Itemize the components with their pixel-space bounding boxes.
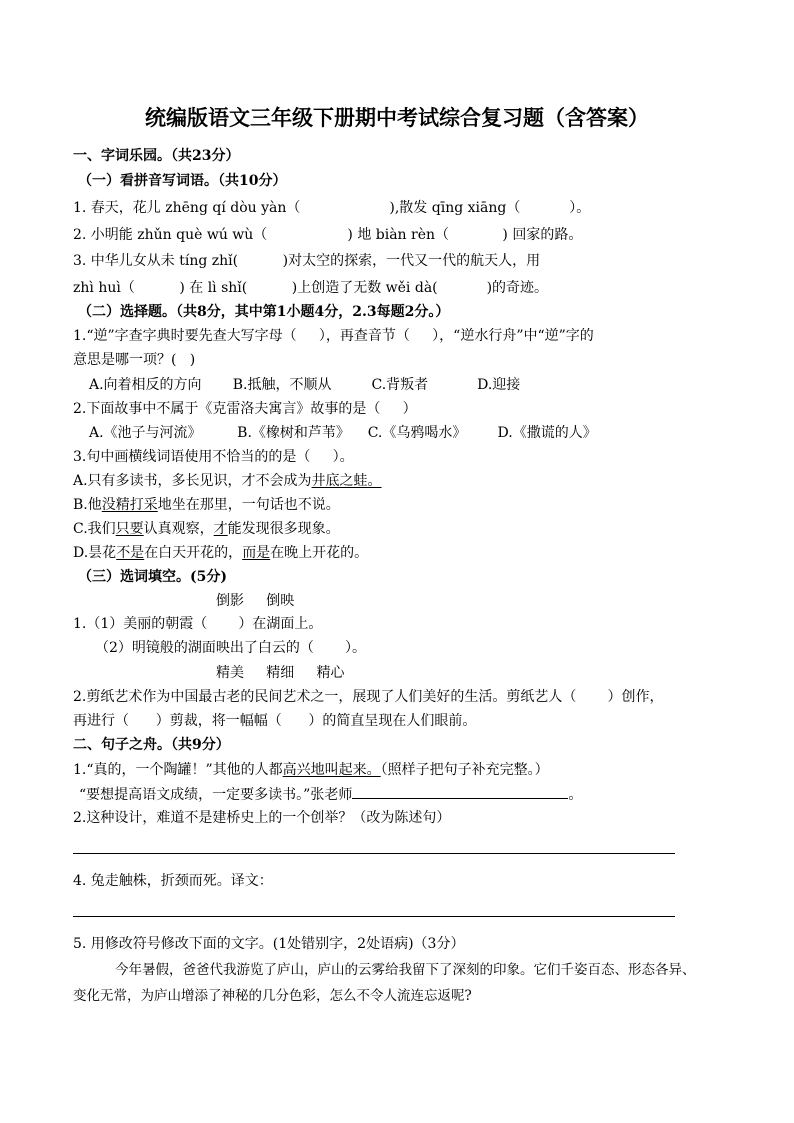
part-1-heading: （一）看拼音写词语。（共10分） bbox=[78, 173, 287, 189]
choice-q2: 2.下面故事中不属于《克雷洛夫寓言》故事的是（ ） bbox=[73, 401, 417, 417]
sentence-q4: 4. 兔走触株，折颈而死。译文： bbox=[73, 873, 273, 889]
underlined-phrase: 只要 bbox=[115, 521, 144, 537]
pinyin-question-1: 1. 春天，花儿 zhēng qí dòu yàn（ ),散发 qīng xiāng（ ）。 bbox=[73, 200, 591, 216]
sentence-q1-example: 1.“真的，一个陶罐！”其他的人都高兴地叫起来。（照样子把句子补充完整。） bbox=[73, 762, 549, 778]
fill-q1-part1: 1.（1）美丽的朝霞（ ）在湖面上。 bbox=[73, 616, 323, 632]
choice-q3-option-b: B.他没精打采地坐在那里，一句话也不说。 bbox=[73, 497, 340, 513]
choice-q3-option-a: A.只有多读书，多长见识，才不会成为井底之蛙。 bbox=[73, 473, 382, 489]
underlined-phrase: 不是 bbox=[116, 545, 145, 561]
section-1-heading: 一、字词乐园。（共23分） bbox=[73, 148, 240, 164]
choice-q1-line1: 1.“逆”字查字典时要先查大写字母（ ），再查音节（ ），“逆水行舟”中“逆”字的 bbox=[73, 328, 594, 344]
sentence-q2: 2.这种设计，难道不是建桥史上的一个创举？（改为陈述句） bbox=[73, 810, 451, 826]
choice-q3-option-d: D.昙花不是在白天开花的，而是在晚上开花的。 bbox=[73, 545, 369, 561]
sentence-q1-task: “要想提高语文成绩，一定要多读书。”张老师 。 bbox=[79, 784, 582, 805]
choice-q1-options: A.向着相反的方向 B.抵触，不顺从 C.背叛者 D.迎接 bbox=[89, 377, 521, 393]
fill-q2-line1: 2.剪纸艺术作为中国最古老的民间艺术之一，展现了人们美好的生活。剪纸艺人（ ）创作， bbox=[73, 689, 664, 705]
section-2-heading: 二、句子之舟。（共9分） bbox=[73, 737, 230, 753]
underlined-phrase: 井底之蛙。 bbox=[311, 473, 382, 489]
pinyin-question-3-cont: zhì huì（ ) 在 lì shǐ( )上创造了无数 wěi dà( )的奇迹。 bbox=[73, 280, 549, 296]
choice-q3: 3.句中画横线词语使用不恰当的的是（ ）。 bbox=[73, 449, 354, 465]
underlined-phrase: 才 bbox=[213, 521, 228, 537]
choice-q2-options: A.《池子与河流》 B.《橡树和芦苇》 C.《乌鸦喝水》 D.《撒谎的人》 bbox=[89, 425, 597, 441]
page-title: 统编版语文三年级下册期中考试综合复习题（含答案） bbox=[145, 105, 649, 130]
answer-line[interactable] bbox=[73, 853, 675, 854]
underlined-phrase: 而是 bbox=[242, 545, 271, 561]
word-choices-1: 倒影 倒映 bbox=[216, 593, 295, 609]
part-3-heading: （三）选词填空。(5分) bbox=[78, 569, 227, 585]
answer-blank[interactable] bbox=[352, 784, 568, 799]
choice-q1-line2: 意思是哪一项？( ) bbox=[73, 352, 196, 368]
choice-q3-option-c: C.我们只要认真观察，才能发现很多现象。 bbox=[73, 521, 340, 537]
underlined-phrase: 高兴地叫起来。 bbox=[282, 762, 381, 778]
passage-line-1: 今年暑假，爸爸代我游览了庐山，庐山的云雾给我留下了深刻的印象。它们千姿百态、形态各异、 bbox=[115, 962, 696, 978]
word-choices-2: 精美 精细 精心 bbox=[216, 665, 345, 681]
pinyin-question-2: 2. 小明能 zhǔn què wú wù（ ) 地 biàn rèn（ ) 回家的路。 bbox=[73, 227, 583, 243]
underlined-phrase: 没精打采 bbox=[101, 497, 158, 513]
fill-q2-line2: 再进行（ ）剪裁，将一幅幅（ ）的简直呈现在人们眼前。 bbox=[73, 713, 477, 729]
part-2-heading: （二）选择题。（共8分，其中第1小题4分，2.3每题2分。） bbox=[78, 304, 450, 320]
pinyin-question-3: 3. 中华儿女从未 tíng zhǐ( )对太空的探索，一代又一代的航天人，用 bbox=[73, 253, 541, 269]
answer-line[interactable] bbox=[73, 916, 675, 917]
fill-q1-part2: （2）明镜般的湖面映出了白云的（ ）。 bbox=[95, 640, 367, 656]
sentence-q5: 5. 用修改符号修改下面的文字。(1处错别字，2处语病)（3分） bbox=[73, 936, 465, 952]
passage-line-2: 变化无常，为庐山增添了神秘的几分色彩，怎么不令人流连忘返呢? bbox=[73, 988, 472, 1004]
